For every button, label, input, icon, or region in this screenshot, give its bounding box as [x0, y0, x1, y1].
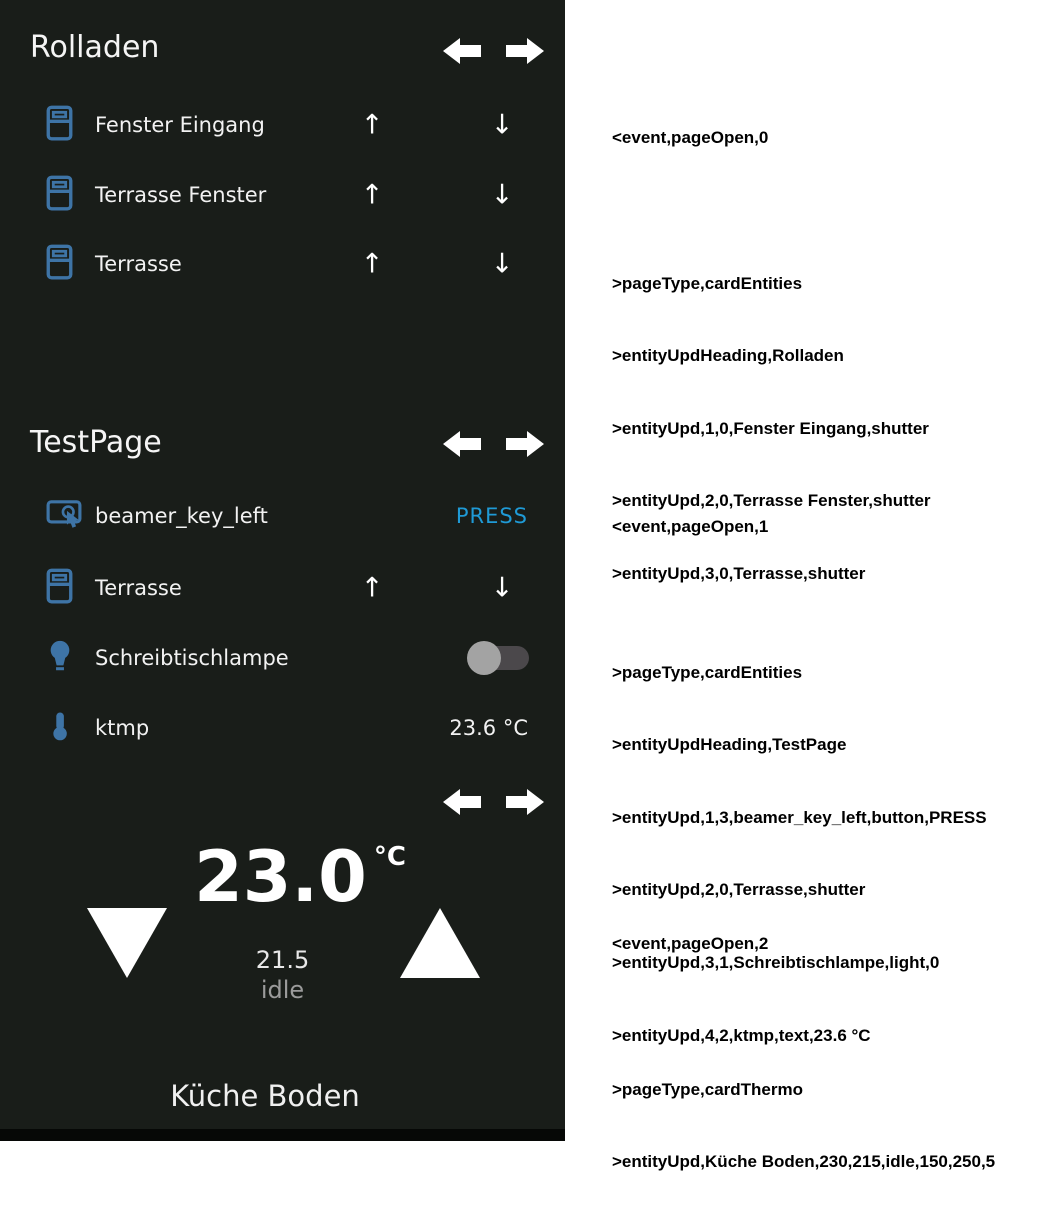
log-line: [612, 588, 987, 612]
arrow-left-icon[interactable]: [443, 428, 481, 460]
thermometer-icon: [46, 711, 72, 746]
lightbulb-icon: [46, 640, 74, 677]
log-line: >entityUpd,2,0,Terrasse,shutter: [612, 880, 866, 900]
log-line: [612, 1005, 995, 1029]
log-line: >entityUpd,1,3,beamer_key_left,button,PRESS: [612, 807, 987, 827]
log-line: <event,pageOpen,2: [612, 934, 769, 954]
window-shutter-icon: [46, 175, 73, 216]
entity-label: Schreibtischlampe: [95, 646, 289, 670]
shutter-down-button[interactable]: ↓: [490, 572, 514, 604]
log-line: >entityUpdHeading,Rolladen: [612, 346, 844, 366]
entity-row-beamer-key-left: [0, 481, 565, 551]
page-title-testpage: TestPage: [30, 425, 162, 460]
arrow-right-icon[interactable]: [506, 786, 544, 818]
entity-row-fenster-eingang: [0, 90, 565, 160]
log-line: >pageType,cardThermo: [612, 1079, 803, 1099]
current-temperature-value: 23.0: [194, 836, 367, 918]
log-block-page2: [612, 884, 995, 1223]
arrow-right-icon[interactable]: [506, 428, 544, 460]
log-line: <event,pageOpen,0: [612, 128, 769, 148]
entity-row-terrasse-fenster: [0, 160, 565, 230]
sensor-value: 23.6 °C: [449, 716, 528, 740]
entity-row-terrasse-2: [0, 553, 565, 623]
window-shutter-icon: [46, 105, 73, 146]
gesture-tap-button-icon: [46, 498, 82, 534]
log-line: >entityUpd,2,0,Terrasse Fenster,shutter: [612, 491, 931, 511]
log-line: >entityUpdHeading,TestPage: [612, 735, 847, 755]
arrow-left-icon[interactable]: [443, 786, 481, 818]
arrow-right-icon[interactable]: [506, 35, 544, 67]
shutter-down-button[interactable]: ↓: [490, 248, 514, 280]
shutter-up-button[interactable]: ↑: [360, 109, 384, 141]
entity-label: Terrasse: [95, 576, 182, 600]
shutter-down-button[interactable]: ↓: [490, 179, 514, 211]
page-nav-thermo: [443, 786, 544, 818]
log-line: >entityUpd,1,0,Fenster Eingang,shutter: [612, 418, 929, 438]
window-shutter-icon: [46, 568, 73, 609]
page-nav-rolladen: [443, 35, 544, 67]
entity-label: Terrasse Fenster: [95, 183, 267, 207]
log-line: [612, 199, 931, 223]
page-title-rolladen: Rolladen: [30, 30, 160, 65]
entity-label: Terrasse: [95, 252, 182, 276]
log-line: >pageType,cardEntities: [612, 273, 803, 293]
thermostat-status: idle: [260, 976, 305, 1004]
toggle-knob: [467, 641, 501, 675]
log-line: >entityUpd,3,0,Terrasse,shutter: [612, 564, 866, 584]
panel-bottom-edge: [0, 1129, 565, 1141]
entity-row-terrasse: [0, 229, 565, 299]
log-line: <event,pageOpen,1: [612, 517, 769, 537]
entity-label: ktmp: [95, 716, 150, 740]
entity-label: Fenster Eingang: [95, 113, 265, 137]
log-line: >entityUpd,4,2,ktmp,text,23.6 °C: [612, 1025, 871, 1045]
entity-label: beamer_key_left: [95, 504, 268, 528]
light-toggle[interactable]: [467, 641, 529, 675]
shutter-up-button[interactable]: ↑: [360, 179, 384, 211]
entity-row-schreibtischlampe: [0, 623, 565, 693]
current-temperature: [0, 836, 600, 918]
shutter-up-button[interactable]: ↑: [360, 248, 384, 280]
window-shutter-icon: [46, 244, 73, 285]
target-temperature: 21.5: [255, 946, 310, 974]
thermostat-name: Küche Boden: [170, 1079, 360, 1113]
log-line: >entityUpd,3,1,Schreibtischlampe,light,0: [612, 953, 940, 973]
entity-row-ktmp: [0, 693, 565, 763]
temperature-unit: °C: [373, 842, 406, 872]
arrow-left-icon[interactable]: [443, 35, 481, 67]
log-line: >entityUpd,Küche Boden,230,215,idle,150,250,5: [612, 1152, 996, 1172]
shutter-down-button[interactable]: ↓: [490, 109, 514, 141]
log-line: >pageType,cardEntities: [612, 662, 803, 682]
shutter-up-button[interactable]: ↑: [360, 572, 384, 604]
press-button[interactable]: PRESS: [455, 504, 528, 528]
page-nav-testpage: [443, 428, 544, 460]
